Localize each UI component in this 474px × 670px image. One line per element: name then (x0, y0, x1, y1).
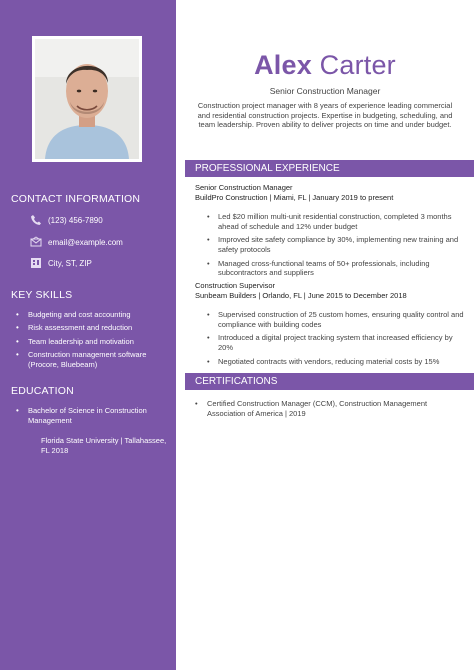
skill-item: • Budgeting and cost accounting (16, 310, 166, 320)
education-heading: EDUCATION (11, 385, 74, 397)
certifications-list (195, 399, 465, 422)
school: Florida State University | Tallahassee, FL 2018 (41, 436, 167, 455)
job-bullet: • Led $20 million multi-unit residential construction, completed 3 months ahead of schedule and 12% under budget (207, 212, 465, 231)
job-bullet: • Managed cross-functional teams of 50+ professionals, including subcontractors and suppliers (207, 259, 465, 278)
skill-item: • Team leadership and motivation (16, 337, 166, 347)
first-name: Alex (254, 50, 312, 80)
job-bullet: • Improved site safety compliance by 30%, implementing new training and safety protocols (207, 235, 465, 254)
summary: Construction project manager with 8 years of experience leading commercial and residential construction projects. Expertise in budgeting, scheduling, and team leadership. Proven ability to deliver projects on time and under budget. (197, 101, 453, 130)
certifications-heading: CERTIFICATIONS (185, 373, 474, 390)
contact-heading: CONTACT INFORMATION (11, 193, 141, 205)
job-2-header (195, 281, 465, 301)
profile-photo (35, 39, 139, 159)
phone-text: (123) 456-7890 (48, 215, 103, 225)
job-2-bullets (207, 310, 465, 371)
sidebar (0, 0, 176, 670)
contact-email (30, 236, 123, 248)
job-bullet: • Negotiated contracts with vendors, reducing material costs by 15% (207, 357, 465, 367)
phone-icon (30, 214, 42, 226)
job-title: Senior Construction Manager (269, 86, 381, 96)
contact-phone (30, 214, 103, 226)
job-role: Senior Construction Manager (195, 183, 293, 192)
job-company: BuildPro Construction | Miami, FL | January 2019 to present (195, 193, 394, 202)
experience-heading: PROFESSIONAL EXPERIENCE (185, 160, 474, 177)
profile-photo-frame (32, 36, 142, 162)
job-bullet: • Supervised construction of 25 custom homes, ensuring quality control and compliance with building codes (207, 310, 465, 329)
location-text: City, ST, ZIP (48, 258, 92, 268)
skills-list (16, 310, 166, 373)
envelope-icon (30, 236, 42, 248)
education-list (16, 406, 166, 429)
certification-item: • Certified Construction Manager (CCM), Construction Management Association of America | 2019 (195, 399, 465, 418)
job-1-bullets (207, 212, 465, 282)
candidate-name (176, 50, 474, 81)
job-bullet: • Introduced a digital project tracking system that increased efficiency by 20% (207, 333, 465, 352)
job-company: Sunbeam Builders | Orlando, FL | June 2015 to December 2018 (195, 291, 407, 300)
email-text: email@example.com (48, 237, 123, 247)
last-name: Carter (319, 50, 396, 80)
skill-item: • Construction management software (Procore, Bluebeam) (16, 350, 166, 370)
degree: • Bachelor of Science in Construction Management (16, 406, 166, 426)
contact-location (30, 257, 92, 269)
job-1-header (195, 183, 465, 203)
skills-heading: KEY SKILLS (11, 289, 73, 301)
job-role: Construction Supervisor (195, 281, 276, 290)
skill-item: • Risk assessment and reduction (16, 323, 166, 333)
building-icon (30, 257, 42, 269)
